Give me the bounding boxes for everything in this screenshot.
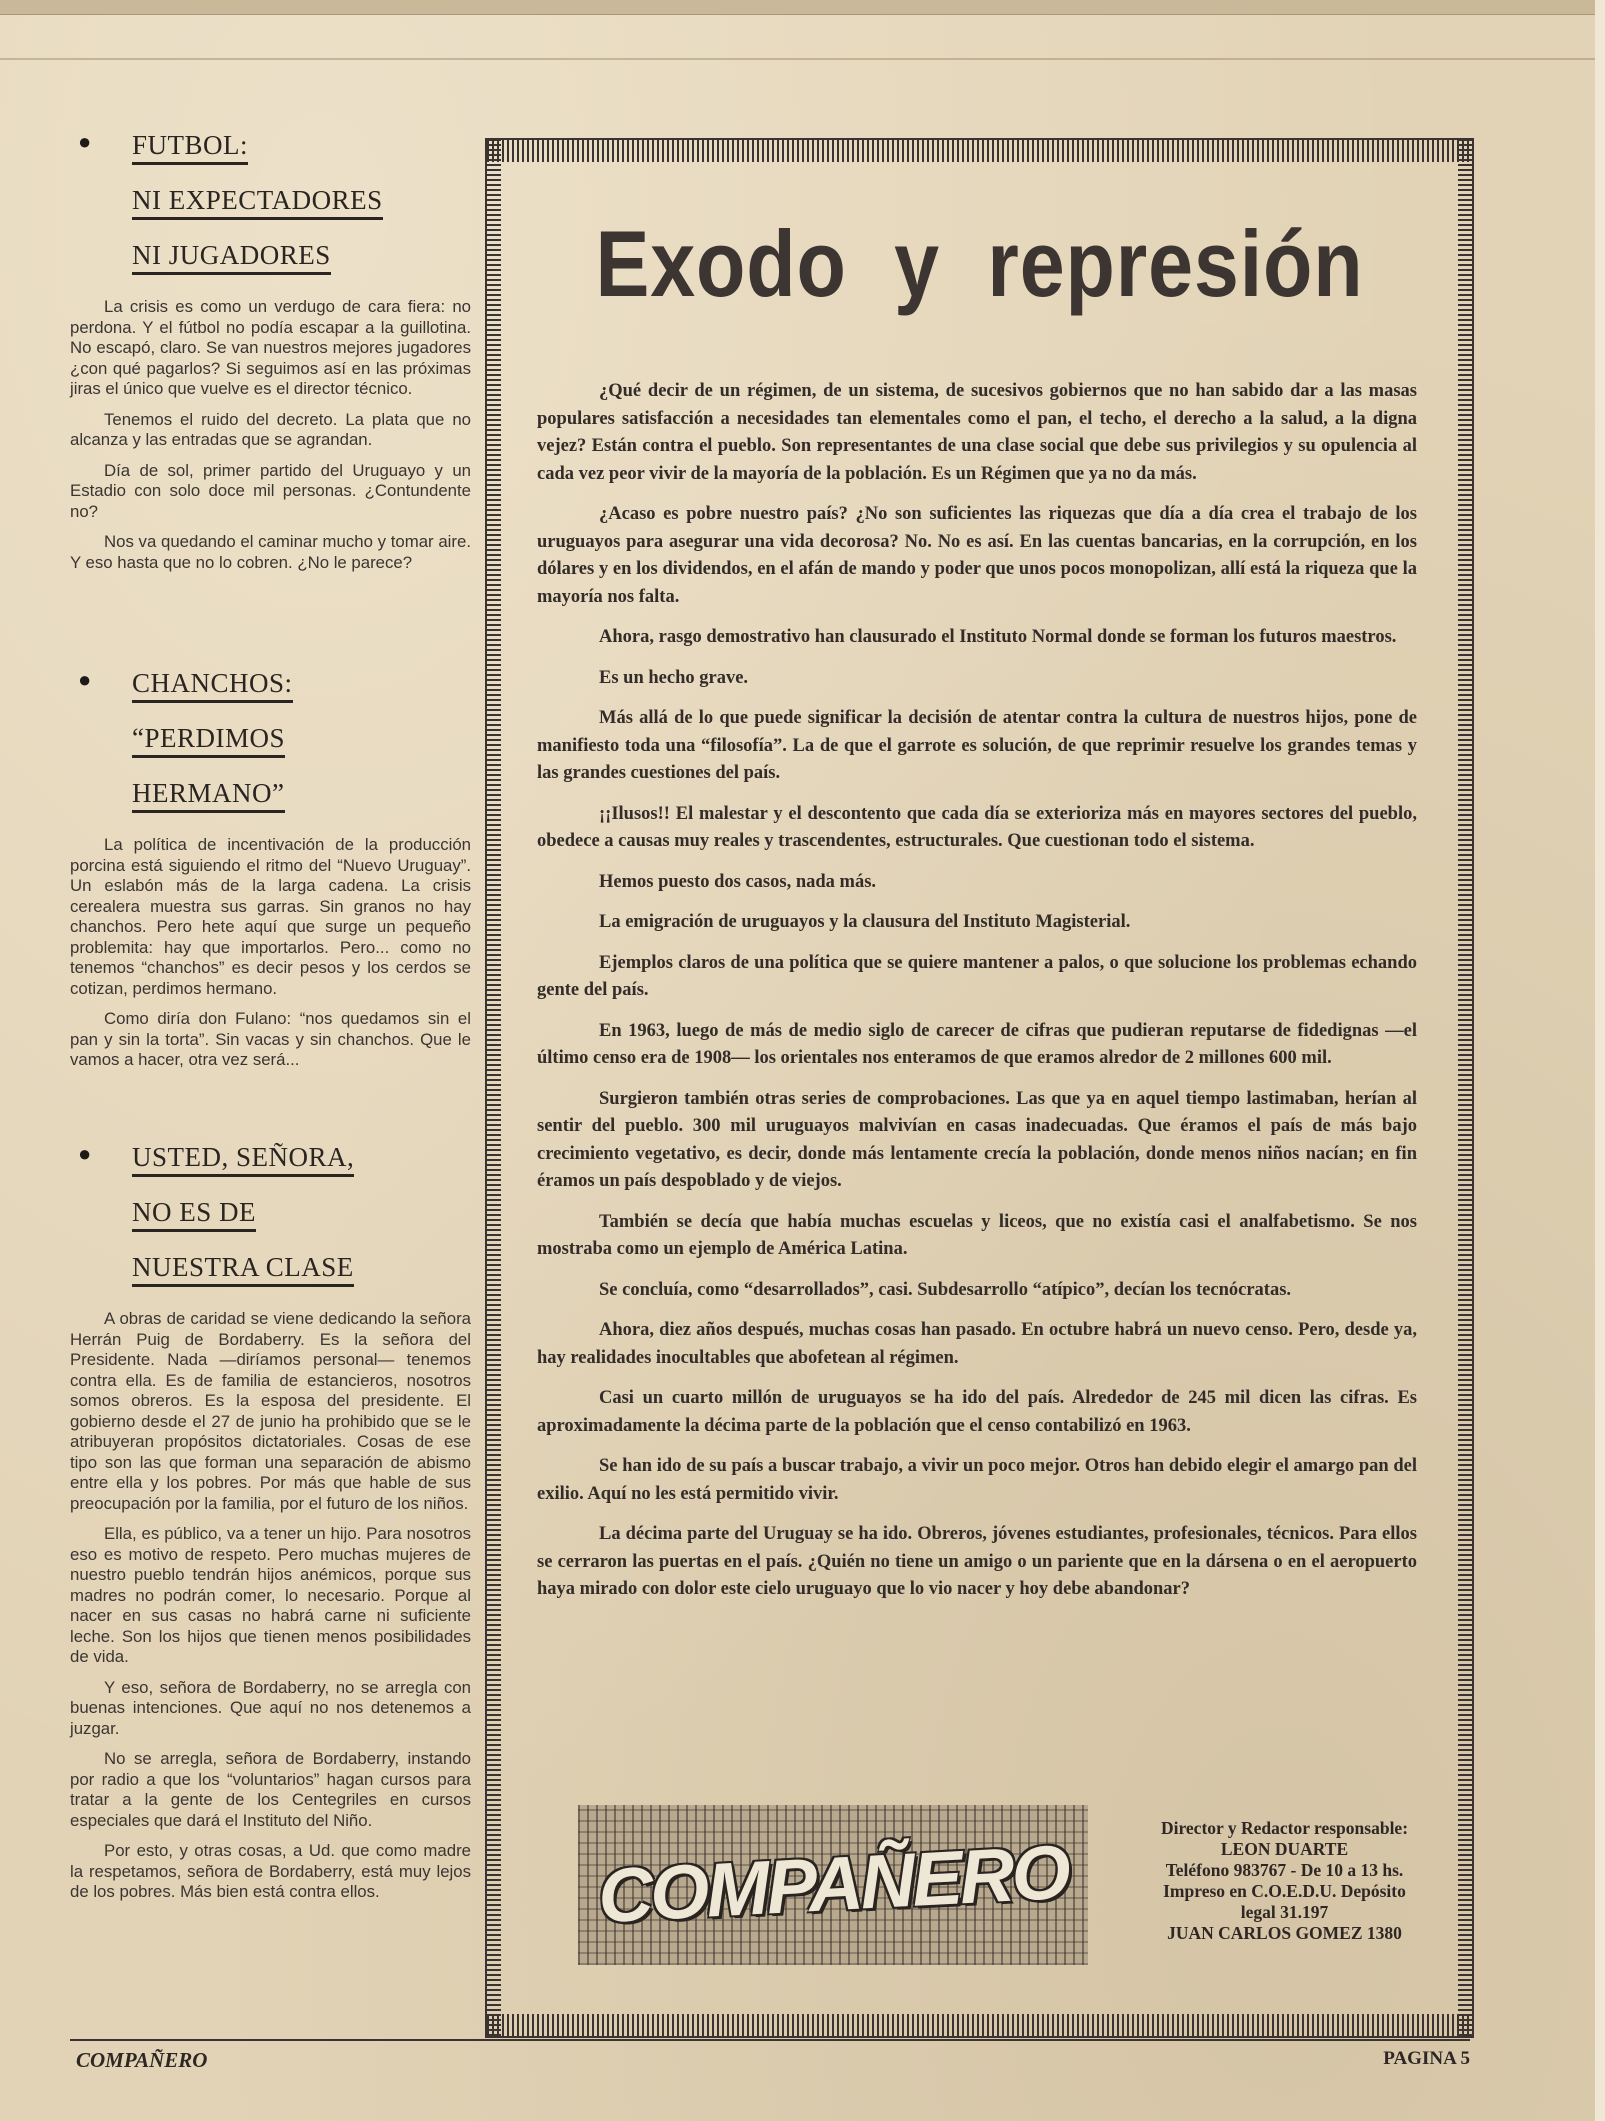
- article-paragraph: ¡¡Ilusos!! El malestar y el descontento que cada día se exterioriza más en mayores sectores del pueblo, obedece a causas muy reales y trascendentes, estructurales. Que cuestionan todo el sistema.: [537, 803, 1417, 851]
- paragraph: Como diría don Fulano: “nos quedamos sin el pan y sin la torta”. Sin vacas y sin chanchos. Que le vamos a hacer, otra vez será...: [70, 1009, 471, 1069]
- frame-border-right: [1458, 140, 1472, 2036]
- footer-publication-name: COMPAÑERO: [76, 2048, 208, 2072]
- logo-text: COMPAÑERO: [596, 1829, 1070, 1940]
- article-paragraph: Hemos puesto dos casos, nada más.: [599, 871, 877, 892]
- article-paragraph: Casi un cuarto millón de uruguayos se ha ido del país. Alrededor de 245 mil dicen las cifras. Es aproximadamente la décima parte de la población que el censo contabilizó en 1963.: [537, 1388, 1417, 1436]
- article-paragraph: La décima parte del Uruguay se ha ido. Obreros, jóvenes estudiantes, profesionales, técnicos. Para ellos se cerraron las puertas en el país. ¿Quién no tiene un amigo o un pariente que en la dársena o en el aeropuerto haya mirado con dolor este cielo uruguayo que lo vio nacer y hoy debe abandonar?: [537, 1524, 1417, 1599]
- page-top-edge: [0, 0, 1605, 15]
- paragraph: No se arregla, señora de Bordaberry, instando por radio a que los “voluntarios” hagan cursos para tratar a la gente de los Centegriles en cursos especiales que dará el Instituto del Niño.: [70, 1749, 471, 1830]
- page-fold-line: [0, 58, 1605, 60]
- companero-logo: [578, 1805, 1088, 1965]
- heading-line: NUESTRA CLASE: [132, 1250, 354, 1287]
- section-body: [70, 1309, 475, 1903]
- article-paragraph: ¿Qué decir de un régimen, de un sistema, de sucesivos gobiernos que no han sabido dar a las masas populares satisfacción a necesidades tan elementales como el pan, el techo, el derecho a la salud, a la digna vejez? Están contra el pueblo. Son representantes de una clase social que debe sus privilegios y su opulencia al cada vez peor vivir de la mayoría de la población. Es un Régimen que ya no da más.: [537, 381, 1417, 484]
- section-heading: [70, 666, 475, 831]
- article-paragraph: En 1963, luego de más de medio siglo de carecer de cifras que pudieran reputarse de fidedignas —el último censo era de 1908— los orientales nos enteramos de que eramos alredor de 2 millones 600 mil.: [537, 1020, 1417, 1068]
- section-heading: [70, 128, 475, 293]
- paragraph: La crisis es como un verdugo de cara fiera: no perdona. Y el fútbol no podía escapar a la guillotina. No escapó, claro. Se van nuestros mejores jugadores ¿con qué pagarlos? Si seguimos así en las próximas jiras el único que vuelve es el director técnico.: [70, 297, 471, 398]
- article-paragraph: Ahora, diez años después, muchas cosas han pasado. En octubre habrá un nuevo censo. Pero, desde ya, hay realidades inocultables que abofetean al régimen.: [537, 1320, 1417, 1368]
- article-paragraph: Ejemplos claros de una política que se quiere mantener a palos, o que solucione los problemas echando gente del país.: [537, 952, 1417, 1000]
- article-paragraph: Ahora, rasgo demostrativo han clausurado el Instituto Normal donde se forman los futuros maestros.: [599, 627, 1397, 647]
- heading-line: NO ES DE: [132, 1195, 256, 1232]
- article-paragraph: Es un hecho grave.: [599, 667, 749, 688]
- paragraph: Y eso, señora de Bordaberry, no se arregla con buenas intenciones. Que aquí no nos detenemos a juzgar.: [70, 1677, 471, 1738]
- paragraph: La política de incentivación de la producción porcina está siguiendo el ritmo del “Nuevo Uruguay”. Un eslabón más de la larga cadena. La crisis cerealera muestra sus garras. Sin granos no hay chanchos. Pero hete aquí que surge un pequeño problemita: hay que importarlos. Pero... como no tenemos “chanchos” es decir pesos y los cerdos se cotizan, perdimos hermano.: [70, 835, 471, 998]
- section-usted-senora: [70, 1140, 475, 1913]
- footer-page-number: PAGINA 5: [1383, 2048, 1470, 2069]
- bullet-icon: ●: [78, 1141, 92, 1166]
- credit-line: Teléfono 983767 - De 10 a 13 hs.: [1165, 1860, 1404, 1880]
- frame-border-left: [487, 140, 501, 2036]
- article-paragraph: También se decía que había muchas escuelas y liceos, que no existía casi el analfabetismo. Se nos mostraba como un ejemplo de América Latina.: [537, 1211, 1417, 1259]
- credit-line: Impreso en C.O.E.D.U. Depósito: [1163, 1881, 1406, 1901]
- paragraph: Tenemos el ruido del decreto. La plata que no alcanza y las entradas que se agrandan.: [70, 409, 471, 449]
- editorial-credits: [1112, 1818, 1457, 1944]
- credit-line: legal 31.197: [1240, 1902, 1329, 1922]
- heading-line: NI JUGADORES: [132, 238, 331, 275]
- bullet-icon: ●: [78, 667, 92, 692]
- credit-line: Director y Redactor responsable:: [1160, 1818, 1409, 1838]
- section-chanchos: [70, 666, 475, 1081]
- article-frame: [485, 138, 1474, 2038]
- frame-border-top: [487, 140, 1472, 162]
- section-body: [70, 835, 475, 1071]
- section-heading: [70, 1140, 475, 1305]
- footer-rule: [70, 2039, 1470, 2041]
- section-futbol: [70, 128, 475, 583]
- frame-border-bottom: [487, 2014, 1472, 2036]
- heading-line: CHANCHOS:: [132, 666, 293, 703]
- heading-line: NI EXPECTADORES: [132, 183, 383, 220]
- heading-line: FUTBOL:: [132, 128, 248, 165]
- paragraph: Día de sol, primer partido del Uruguayo y un Estadio con solo doce mil personas. ¿Contundente no?: [70, 460, 471, 521]
- article-paragraph: ¿Acaso es pobre nuestro país? ¿No son suficientes las riquezas que día a día crea el trabajo de los uruguayos para asegurar una vida decorosa? No. No es así. En las cuentas bancarias, en la corrupción, en los dólares y en los dividendos, en el afán de mando y poder que unos pocos monopolizan, allí está la riqueza que la mayoría nos falta.: [537, 504, 1417, 607]
- article-paragraph: Se han ido de su país a buscar trabajo, a vivir un poco mejor. Otros han debido elegir el amargo pan del exilio. Aquí no les está permitido vivir.: [537, 1456, 1417, 1504]
- credit-line: LEON DUARTE: [1220, 1839, 1349, 1859]
- heading-line: HERMANO”: [132, 776, 285, 813]
- paragraph: A obras de caridad se viene dedicando la señora Herrán Puig de Bordaberry. Es la señora del Presidente. Nada —diríamos personal— tenemos contra ella. Es de familia de estancieros, nosotros somos obreros. Es la esposa del presidente. El gobierno desde el 27 de junio ha prohibido que se le atribuyeran propósitos dictatoriales. Cosas de ese tipo son las que forman una separación de abismo entre ella y los pobres. Por más que hable de sus preocupación por la familia, por el futuro de los niños.: [70, 1309, 471, 1513]
- page-right-edge: [1595, 0, 1605, 2121]
- article-body: [537, 378, 1417, 1617]
- article-paragraph: Más allá de lo que puede significar la decisión de atentar contra la cultura de nuestros hijos, pone de manifiesto toda una “filosofía”. La de que el garrote es solución, de que reprimir resuelve los grandes temas y las grandes cuestiones del país.: [537, 708, 1417, 783]
- bullet-icon: ●: [78, 129, 92, 154]
- paragraph: Nos va quedando el caminar mucho y tomar aire. Y eso hasta que no lo cobren. ¿No le parece?: [70, 532, 471, 572]
- article-title: Exodo y represión: [595, 211, 1364, 316]
- article-paragraph: Surgieron también otras series de comprobaciones. Las que ya en aquel tiempo lastimaban, herían al sentir del pueblo. 300 mil uruguayos malvivían en casas inadecuadas. Que éramos el país de más bajo crecimiento vegetativo, es decir, donde más lentamente crecía la población, donde menos niños nacían; en fin éramos un país despoblado y de viejos.: [537, 1088, 1417, 1191]
- credit-line: JUAN CARLOS GOMEZ 1380: [1167, 1923, 1402, 1943]
- heading-line: USTED, SEÑORA,: [132, 1140, 354, 1177]
- section-body: [70, 297, 475, 573]
- paragraph: Por esto, y otras cosas, a Ud. que como madre la respetamos, señora de Bordaberry, está muy lejos de los pobres. Más bien está contra ellos.: [70, 1841, 471, 1901]
- article-paragraph: La emigración de uruguayos y la clausura del Instituto Magisterial.: [599, 912, 1131, 932]
- paragraph: Ella, es público, va a tener un hijo. Para nosotros eso es motivo de respeto. Pero muchas mujeres de nuestro pueblo tendrán hijos anémicos, porque sus madres no podrán comer, lo necesario. Porque al nacer en sus casas no habrá carne ni suficiente leche. Son los hijos que tienen menos posibilidades de vida.: [70, 1524, 471, 1666]
- heading-line: “PERDIMOS: [132, 721, 285, 758]
- article-paragraph: Se concluía, como “desarrollados”, casi. Subdesarrollo “atípico”, decían los tecnócratas.: [599, 1279, 1292, 1300]
